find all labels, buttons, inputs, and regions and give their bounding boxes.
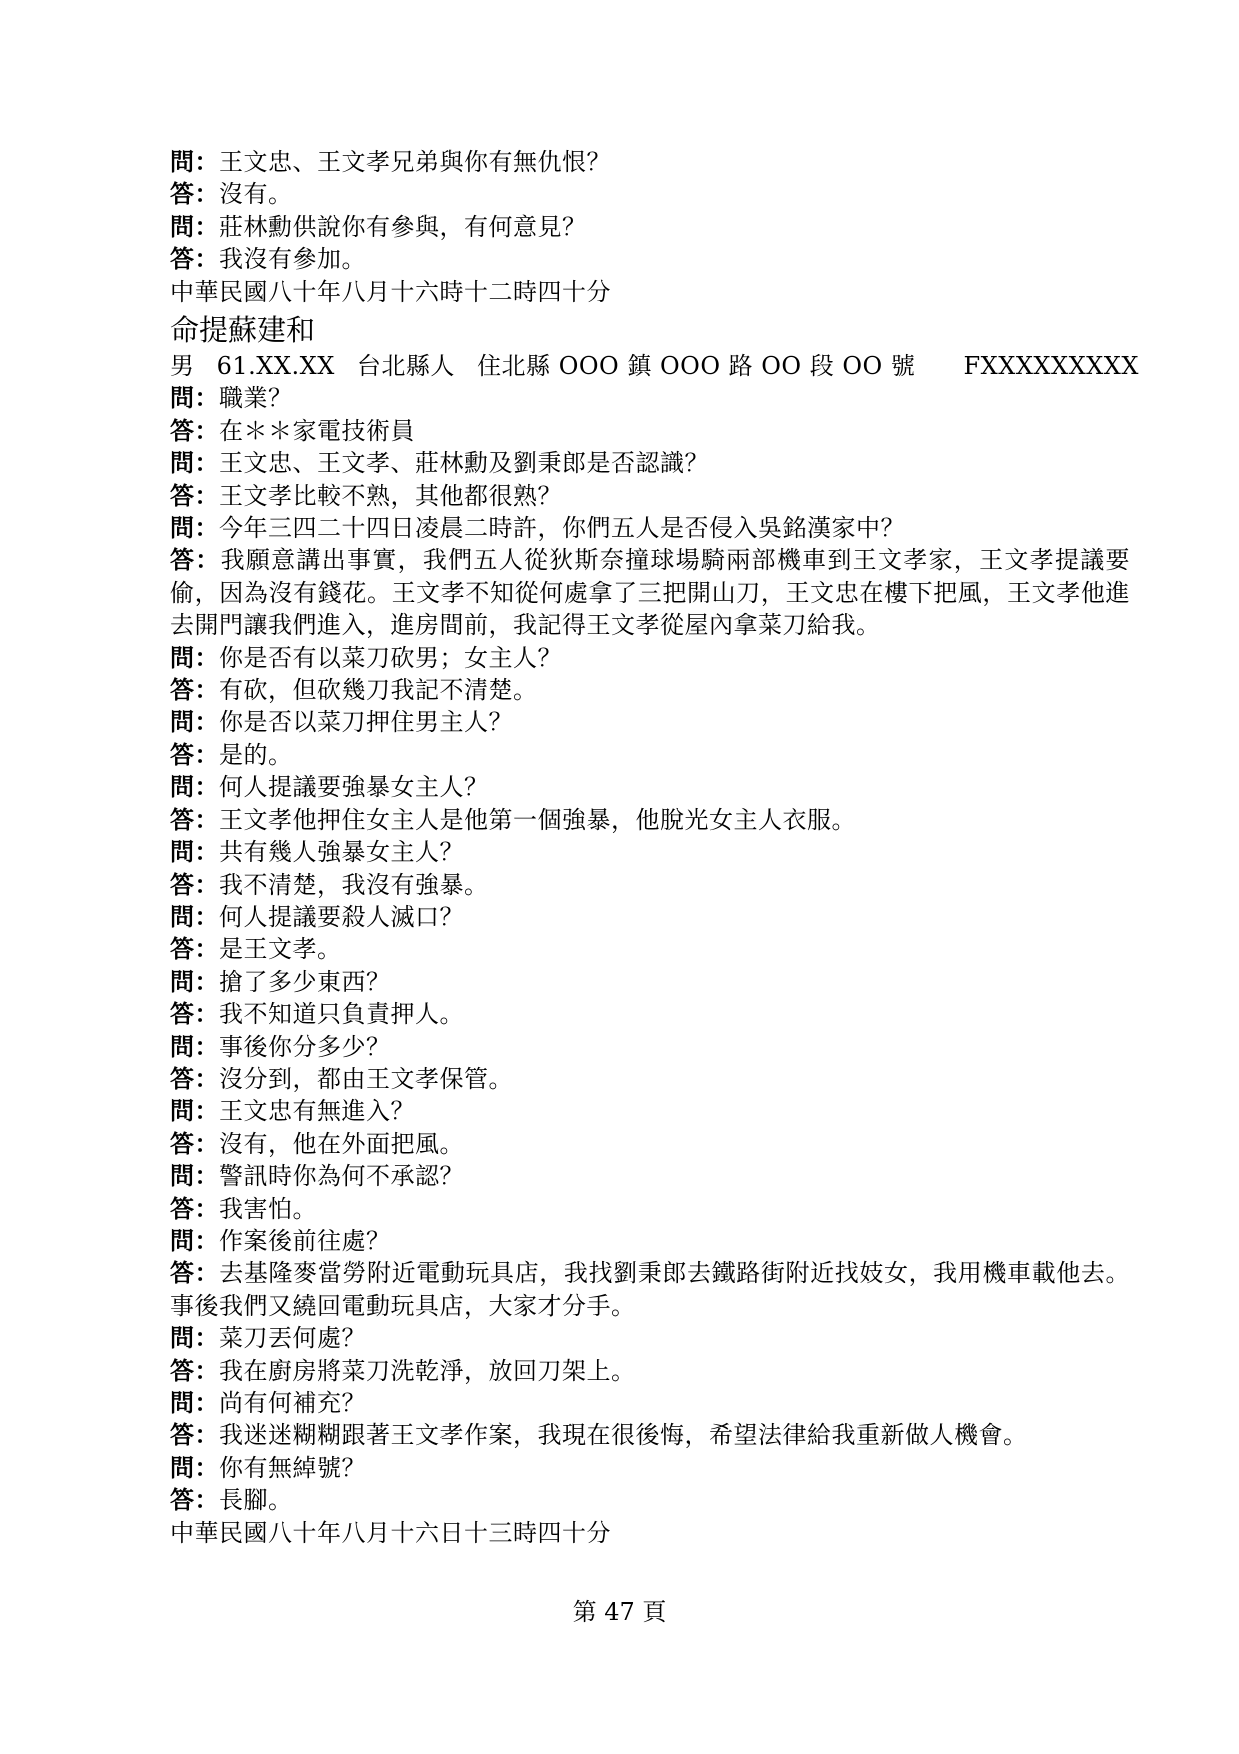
qa-label: 答： xyxy=(170,179,219,209)
question-line xyxy=(170,1031,1130,1063)
qa-text: 警訊時你為何不承認？ xyxy=(219,1162,464,1191)
section-suchienho xyxy=(170,310,1139,1549)
qa-text: 王文忠、王文孝兄弟與你有無仇恨？ xyxy=(219,148,611,176)
answer-line xyxy=(170,1355,1130,1387)
qa-text: 有砍，但砍幾刀我記不清楚。 xyxy=(219,676,538,705)
qa-label: 問： xyxy=(170,1323,219,1353)
answer-line xyxy=(170,739,1130,771)
qa-text: 菜刀丟何處？ xyxy=(219,1324,366,1353)
qa-label: 問： xyxy=(170,901,219,931)
qa-text: 我害怕。 xyxy=(219,1194,317,1223)
qa-label: 答： xyxy=(170,739,219,769)
qa-label: 答： xyxy=(170,1128,219,1158)
answer-line xyxy=(170,178,1130,210)
qa-label: 答： xyxy=(170,1355,219,1385)
qa-text: 王文孝他押住女主人是他第一個強暴，他脫光女主人衣服。 xyxy=(219,805,856,834)
qa-label: 問： xyxy=(170,1452,219,1482)
answer-line xyxy=(170,1257,1130,1322)
qa-text: 去基隆麥當勞附近電動玩具店，我找劉秉郎去鐵路街附近找妓女，我用機車載他去。事後我們又繞回電動玩具店，大家才分手。 xyxy=(170,1259,1131,1320)
qa-label: 答： xyxy=(170,1420,219,1450)
question-line xyxy=(170,642,1130,674)
qa-text: 我迷迷糊糊跟著王文孝作案，我現在很後悔，希望法律給我重新做人機會。 xyxy=(219,1421,1028,1450)
answer-line xyxy=(170,869,1130,901)
qa-list-1 xyxy=(170,146,1130,276)
qa-label: 問： xyxy=(170,1096,219,1126)
qa-label: 問： xyxy=(170,772,219,802)
question-line xyxy=(170,1095,1130,1127)
answer-line xyxy=(170,1063,1130,1095)
qa-label: 問： xyxy=(170,642,219,672)
question-line xyxy=(170,771,1130,803)
qa-text: 今年三四二十四日凌晨二時許，你們五人是否侵入吳銘漢家中？ xyxy=(219,514,905,543)
info-birth: 61.XX.XX xyxy=(216,352,335,380)
timestamp-1: 中華民國八十年八月十六時十二時四十分 xyxy=(170,277,611,306)
qa-text: 是王文孝。 xyxy=(219,935,342,964)
qa-text: 在＊＊家電技術員 xyxy=(219,416,415,445)
qa-text: 何人提議要強暴女主人？ xyxy=(219,773,489,802)
qa-label: 答： xyxy=(170,480,219,510)
qa-label: 問： xyxy=(170,707,219,737)
question-line xyxy=(170,1452,1130,1484)
page-number: 第 47 頁 xyxy=(572,1598,667,1626)
answer-line xyxy=(170,480,1130,512)
qa-label: 答： xyxy=(170,1193,219,1223)
qa-text: 共有幾人強暴女主人？ xyxy=(219,838,464,867)
answer-line xyxy=(170,674,1130,706)
question-line xyxy=(170,211,1130,243)
qa-text: 尚有何補充？ xyxy=(219,1389,366,1417)
qa-text: 沒有，他在外面把風。 xyxy=(219,1129,464,1158)
qa-text: 沒有。 xyxy=(219,180,293,209)
qa-text: 我不知道只負責押人。 xyxy=(219,1000,464,1029)
answer-line xyxy=(170,1128,1130,1160)
info-id: FXXXXXXXXX xyxy=(963,352,1139,380)
qa-label: 問： xyxy=(170,966,219,996)
question-line xyxy=(170,706,1130,738)
answer-line xyxy=(170,1419,1130,1451)
qa-text: 我沒有參加。 xyxy=(219,245,366,274)
question-line xyxy=(170,836,1130,868)
qa-text: 職業？ xyxy=(219,384,293,413)
qa-text: 我不清楚，我沒有強暴。 xyxy=(219,870,489,899)
question-line xyxy=(170,382,1130,414)
qa-label: 答： xyxy=(170,804,219,834)
answer-line xyxy=(170,415,1130,447)
qa-text: 是的。 xyxy=(219,740,293,769)
qa-label: 答： xyxy=(170,1485,219,1515)
answer-line xyxy=(170,998,1130,1030)
info-gender: 男 xyxy=(170,352,195,380)
qa-label: 答： xyxy=(170,869,219,899)
qa-label: 答： xyxy=(170,675,219,705)
qa-block-1 xyxy=(170,146,1130,308)
qa-text: 王文忠、王文孝、莊林勳及劉秉郎是否認識？ xyxy=(219,449,709,478)
qa-text: 王文孝比較不熟，其他都很熟？ xyxy=(219,481,562,510)
answer-line xyxy=(170,243,1130,275)
qa-text: 何人提議要殺人滅口？ xyxy=(219,902,464,931)
qa-label: 問： xyxy=(170,211,219,241)
qa-label: 問： xyxy=(170,1388,219,1417)
qa-list-2 xyxy=(170,382,1130,1516)
qa-label: 答： xyxy=(170,999,219,1029)
qa-label: 答： xyxy=(170,1258,220,1288)
qa-text: 王文忠有無進入？ xyxy=(219,1097,415,1126)
question-line xyxy=(170,901,1130,933)
question-line xyxy=(170,1387,1130,1419)
qa-text: 你是否以菜刀押住男主人？ xyxy=(219,708,513,737)
qa-text: 作案後前往處？ xyxy=(219,1226,391,1255)
qa-label: 問： xyxy=(170,1031,219,1061)
qa-label: 答： xyxy=(170,244,219,274)
qa-label: 問： xyxy=(170,147,219,176)
question-line xyxy=(170,447,1130,479)
answer-line xyxy=(170,1484,1130,1516)
question-line xyxy=(170,146,1130,178)
qa-text: 我願意講出事實，我們五人從狄斯奈撞球場騎兩部機車到王文孝家，王文孝提議要偷，因為沒有錢花。王文孝不知從何處拿了三把開山刀，王文忠在樓下把風，王文孝他進去開門讓我們進入，進房間前，我記得王文孝從屋內拿菜刀給我。 xyxy=(170,546,1131,640)
personal-info xyxy=(170,350,1139,382)
qa-label: 答： xyxy=(170,545,221,575)
question-line xyxy=(170,1322,1130,1354)
answer-line xyxy=(170,544,1130,641)
timestamp-2: 中華民國八十年八月十六日十三時四十分 xyxy=(170,1518,611,1547)
info-address: 住北縣 OOO 鎮 OOO 路 OO 段 OO 號 xyxy=(477,352,916,380)
qa-text: 沒分到，都由王文孝保管。 xyxy=(219,1064,513,1093)
answer-line xyxy=(170,804,1130,836)
qa-label: 答： xyxy=(170,1063,219,1093)
question-line xyxy=(170,966,1130,998)
question-line xyxy=(170,1225,1130,1257)
qa-label: 問： xyxy=(170,513,219,543)
qa-label: 問： xyxy=(170,383,219,413)
qa-label: 問： xyxy=(170,448,219,478)
section-title: 命提蘇建和 xyxy=(170,313,316,347)
qa-text: 事後你分多少？ xyxy=(219,1032,391,1061)
qa-text: 你有無綽號？ xyxy=(219,1453,366,1482)
qa-label: 答： xyxy=(170,415,219,445)
qa-label: 問： xyxy=(170,1161,219,1191)
qa-text: 你是否有以菜刀砍男；女主人？ xyxy=(219,643,562,672)
info-origin: 台北縣人 xyxy=(356,352,455,380)
qa-label: 問： xyxy=(170,1225,219,1255)
qa-text: 我在廚房將菜刀洗乾淨，放回刀架上。 xyxy=(219,1356,636,1385)
qa-text: 莊林勳供說你有參與，有何意見？ xyxy=(219,212,587,241)
question-line xyxy=(170,512,1130,544)
qa-label: 答： xyxy=(170,934,219,964)
answer-line xyxy=(170,1193,1130,1225)
qa-text: 搶了多少東西？ xyxy=(219,967,391,996)
answer-line xyxy=(170,933,1130,965)
qa-label: 問： xyxy=(170,837,219,867)
qa-text: 長腳。 xyxy=(219,1486,293,1515)
question-line xyxy=(170,1160,1130,1192)
